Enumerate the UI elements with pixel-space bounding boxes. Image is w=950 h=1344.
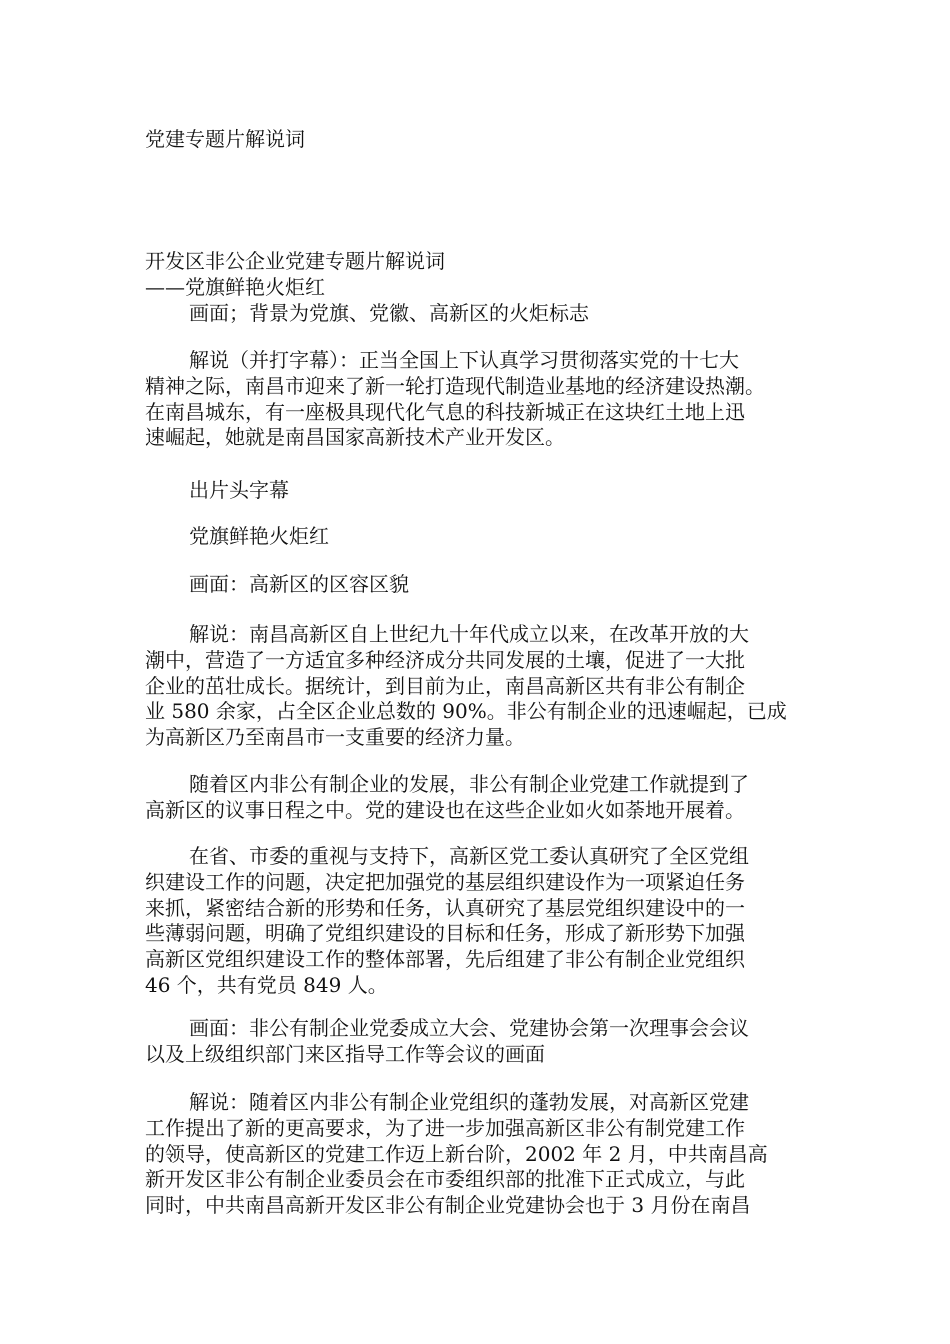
heading-subtitle: ——党旗鲜艳火炬红: [145, 275, 325, 299]
paragraph-line: 党旗鲜艳火炬红: [189, 524, 329, 548]
paragraph-line: 些薄弱问题，明确了党组织建设的目标和任务，形成了新形势下加强: [145, 921, 745, 946]
paragraph-line: 新开发区非公有制企业委员会在市委组织部的批准下正式成立，与此: [145, 1167, 745, 1192]
paragraph-organization-building: [145, 844, 807, 999]
paragraph-narration-enterprises: [145, 622, 807, 751]
paragraph-line: 业 580 余家，占全区企业总数的 90%。非公有制企业的迅速崛起，已成: [145, 699, 787, 724]
paragraph-film-title: [145, 524, 807, 550]
paragraph-line: 工作提出了新的更高要求，为了进一步加强高新区非公有制党建工作: [145, 1115, 745, 1140]
paragraph-line: 以及上级组织部门来区指导工作等会议的画面: [145, 1041, 545, 1066]
paragraph-line: 来抓，紧密结合新的形势和任务，认真研究了基层党组织建设中的一: [145, 895, 745, 920]
paragraph-line: 同时，中共南昌高新开发区非公有制企业党建协会也于 3 月份在南昌: [145, 1193, 751, 1218]
paragraph-line: 解说（并打字幕）：正当全国上下认真学习贯彻落实党的十七大: [189, 348, 739, 372]
paragraph-narration-intro: [145, 348, 807, 451]
paragraph-line: 在南昌城东，有一座极具现代化气息的科技新城正在这块红土地上迅: [145, 399, 745, 424]
paragraph-line: 织建设工作的问题，决定把加强党的基层组织建设作为一项紧迫任务: [145, 869, 745, 894]
paragraph-party-building-agenda: [145, 772, 807, 824]
paragraph-line: 为高新区乃至南昌市一支重要的经济力量。: [145, 725, 525, 750]
paragraph-line: 解说：南昌高新区自上世纪九十年代成立以来，在改革开放的大: [189, 622, 749, 646]
heading-scene: 画面；背景为党旗、党徽、高新区的火炬标志: [189, 301, 589, 325]
heading-title: 开发区非公企业党建专题片解说词: [145, 249, 445, 273]
paragraph-line: 随着区内非公有制企业的发展，非公有制企业党建工作就提到了: [189, 772, 749, 796]
paragraph-line: 46 个，共有党员 849 人。: [145, 972, 388, 997]
paragraph-line: 精神之际，南昌市迎来了新一轮打造现代制造业基地的经济建设热潮。: [145, 373, 765, 398]
paragraph-line: 在省、市委的重视与支持下，高新区党工委认真研究了全区党组: [189, 844, 749, 868]
paragraph-scene-district: [145, 572, 807, 598]
paragraph-narration-committee: [145, 1090, 807, 1219]
paragraph-line: 高新区党组织建设工作的整体部署，先后组建了非公有制企业党组织: [145, 947, 745, 972]
paragraph-line: 画面：非公有制企业党委成立大会、党建协会第一次理事会会议: [189, 1016, 749, 1040]
paragraph-line: 企业的茁壮成长。据统计，到目前为止，南昌高新区共有非公有制企: [145, 673, 745, 698]
paragraph-line: 的领导，使高新区的党建工作迈上新台阶，2002 年 2 月，中共南昌高: [145, 1141, 768, 1166]
paragraph-line: 画面：高新区的区容区貌: [189, 572, 409, 596]
paragraph-line: 出片头字幕: [189, 478, 289, 502]
heading-block: [145, 248, 807, 326]
paragraph-opening-caption: [145, 478, 807, 504]
paragraph-line: 解说：随着区内非公有制企业党组织的蓬勃发展，对高新区党建: [189, 1090, 749, 1114]
paragraph-line: 速崛起，她就是南昌国家高新技术产业开发区。: [145, 425, 565, 450]
paragraph-line: 潮中，营造了一方适宜多种经济成分共同发展的土壤，促进了一大批: [145, 647, 745, 672]
paragraph-scene-meetings: [145, 1016, 807, 1068]
document-title: 党建专题片解说词: [145, 127, 305, 151]
paragraph-line: 高新区的议事日程之中。党的建设也在这些企业如火如荼地开展着。: [145, 797, 745, 822]
